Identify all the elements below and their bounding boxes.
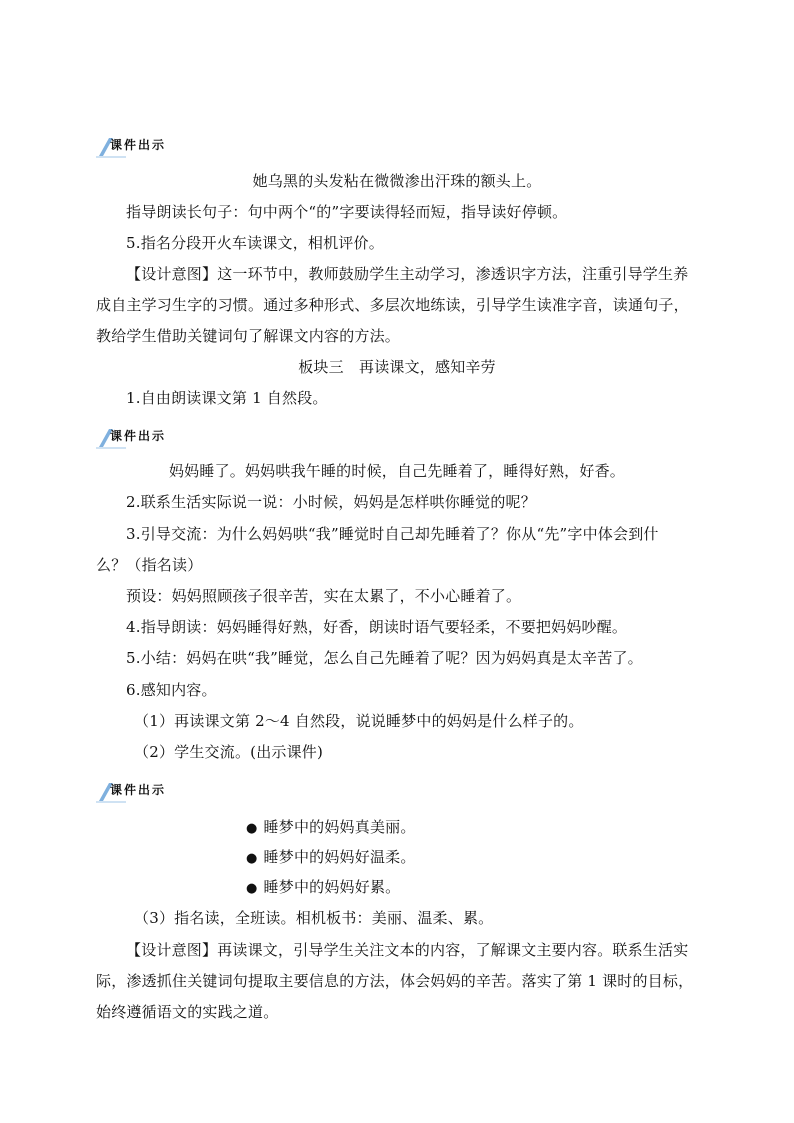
courseware-marker xyxy=(96,425,216,451)
list-item-text: 睡梦中的妈妈好温柔。 xyxy=(263,848,416,866)
design-intent-1-line-3: 教给学生借助关键词句了解课文内容的方法。 xyxy=(96,327,401,345)
courseware-label: 课件出示 xyxy=(110,429,167,443)
paragraph-sub-2: （2）学生交流。(出示课件) xyxy=(134,743,324,761)
list-item xyxy=(246,817,416,839)
list-item xyxy=(246,847,416,869)
list-item-text: 睡梦中的妈妈真美丽。 xyxy=(263,818,416,836)
courseware-text-2: 妈妈睡了。妈妈哄我午睡的时候，自己先睡着了，睡得好熟，好香。 xyxy=(168,462,625,480)
paragraph-s3-step-1: 1.自由朗读课文第 1 自然段。 xyxy=(126,389,328,407)
paragraph-preset: 预设：妈妈照顾孩子很辛苦，实在太累了，不小心睡着了。 xyxy=(126,587,522,605)
paragraph-guide-reading: 指导朗读长句子：句中两个“的”字要读得轻而短，指导读好停顿。 xyxy=(126,203,568,221)
paragraph-s3-step-3-line-2: 么？（指名读） xyxy=(96,556,203,574)
design-intent-1-line-2: 成自主学习生字的习惯。通过多种形式、多层次地练读，引导学生读准字音，读通句子， xyxy=(96,296,689,314)
list-item-text: 睡梦中的妈妈好累。 xyxy=(263,878,401,896)
design-intent-2-line-3: 始终遵循语文的实践之道。 xyxy=(96,1003,279,1021)
courseware-marker xyxy=(96,134,216,160)
design-intent-1-line-1: 【设计意图】这一环节中，教师鼓励学生主动学习，渗透识字方法，注重引导学生养 xyxy=(126,265,689,283)
design-intent-2-line-1: 【设计意图】再读课文，引导学生关注文本的内容，了解课文主要内容。联系生活实 xyxy=(126,941,689,959)
paragraph-s3-step-6: 6.感知内容。 xyxy=(126,681,217,699)
paragraph-s3-step-3-line-1: 3.引导交流：为什么妈妈哄“我”睡觉时自己却先睡着了？你从“先”字中体会到什 xyxy=(126,525,659,543)
paragraph-s3-step-4: 4.指导朗读：妈妈睡得好熟，好香，朗读时语气要轻柔，不要把妈妈吵醒。 xyxy=(126,618,628,636)
list-item xyxy=(246,877,400,899)
bullet-icon: ● xyxy=(246,821,258,836)
bullet-icon: ● xyxy=(246,851,258,866)
courseware-marker xyxy=(96,779,216,805)
courseware-label: 课件出示 xyxy=(110,138,167,152)
courseware-text-1: 她乌黑的头发粘在微微渗出汗珠的额头上。 xyxy=(252,172,542,190)
paragraph-sub-3: （3）指名读，全班读。相机板书：美丽、温柔、累。 xyxy=(134,909,494,927)
paragraph-s3-step-2: 2.联系生活实际说一说：小时候，妈妈是怎样哄你睡觉的呢？ xyxy=(126,493,536,511)
courseware-label: 课件出示 xyxy=(110,783,167,797)
section-heading: 板块三 再读课文，感知辛劳 xyxy=(298,358,496,376)
paragraph-s3-step-5: 5.小结：妈妈在哄“我”睡觉，怎么自己先睡着了呢？因为妈妈真是太辛苦了。 xyxy=(126,649,643,667)
paragraph-sub-1: （1）再读课文第 2～4 自然段，说说睡梦中的妈妈是什么样子的。 xyxy=(134,712,584,730)
bullet-icon: ● xyxy=(246,881,258,896)
design-intent-2-line-2: 际，渗透抓住关键词句提取主要信息的方法，体会妈妈的辛苦。落实了第 1 课时的目标， xyxy=(96,972,694,990)
paragraph-step-5: 5.指名分段开火车读课文，相机评价。 xyxy=(126,234,384,252)
